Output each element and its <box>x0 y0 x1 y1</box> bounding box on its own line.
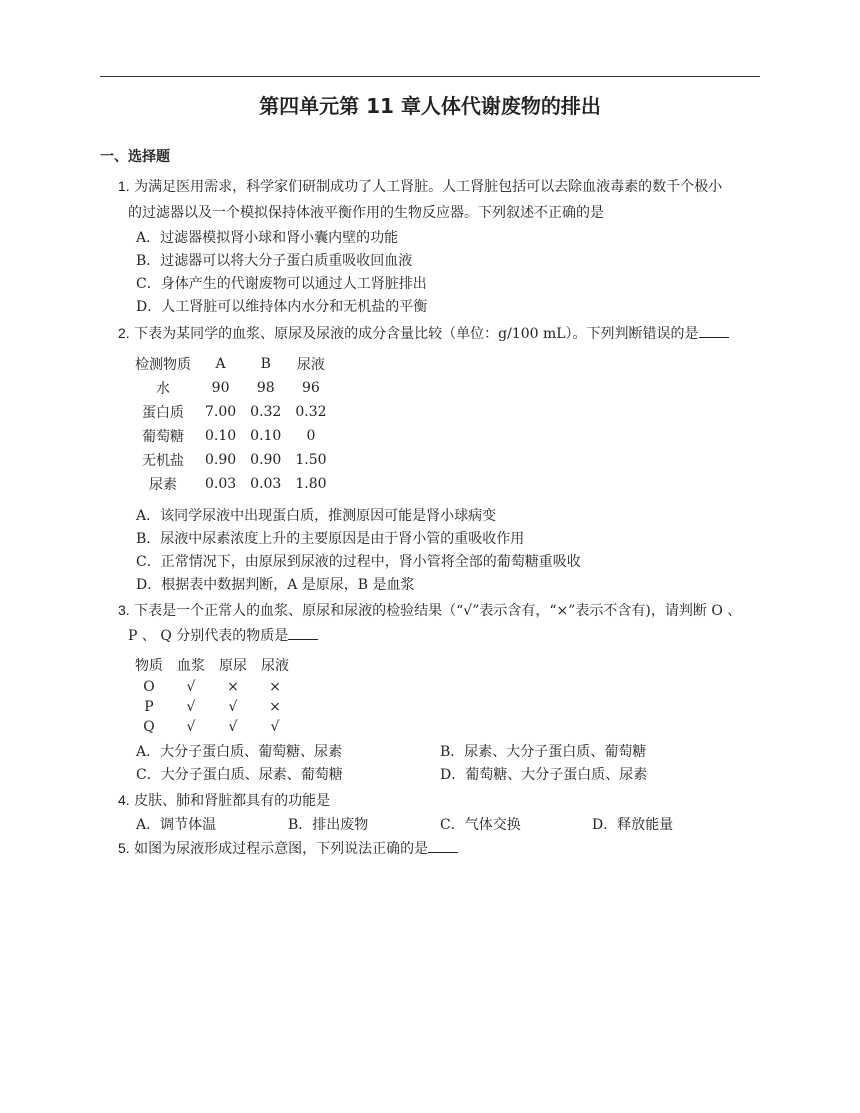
option-d: D．根据表中数据判断，A 是原尿，B 是血浆 <box>136 577 415 593</box>
table-cell: 90 <box>211 380 230 396</box>
table-cell: 0.03 <box>205 476 237 492</box>
table-cell: 98 <box>256 380 275 396</box>
table-row <box>128 424 334 448</box>
option-b: B．排出废物 <box>288 817 369 833</box>
table-cell: × <box>269 679 281 695</box>
option-d: D．葡萄糖、大分子蛋白质、尿素 <box>440 767 648 783</box>
table-cell: 0.10 <box>205 428 237 444</box>
option-b: B．过滤器可以将大分子蛋白质重吸收回血液 <box>136 253 413 269</box>
option-c: C．气体交换 <box>440 817 521 833</box>
table-header-cell: A <box>215 356 226 372</box>
option-a: A．大分子蛋白质、葡萄糖、尿素 <box>136 744 343 760</box>
table-cell: 1.80 <box>295 476 327 492</box>
question-text: 皮肤、肺和肾脏都具有的功能是 <box>134 793 331 809</box>
option-a: A．调节体温 <box>136 817 217 833</box>
question-text: 为满足医用需求，科学家们研制成功了人工肾脏。人工肾脏包括可以去除血液毒素的数千个极小 <box>134 179 723 195</box>
table-cell: √ <box>270 719 280 735</box>
table-cell: 0 <box>306 428 316 444</box>
section-heading: 一、选择题 <box>100 149 170 165</box>
table-header-cell: 物质 <box>135 658 163 674</box>
answer-blank <box>699 325 729 338</box>
table-cell: 水 <box>156 381 170 397</box>
table-row <box>128 677 296 697</box>
table-header-row <box>128 352 334 376</box>
question-text: P 、 Q 分别代表的物质是 <box>128 628 289 644</box>
option-d: D．释放能量 <box>592 817 674 833</box>
option-c: C．身体产生的代谢废物可以通过人工肾脏排出 <box>136 276 427 292</box>
option-c: C．正常情况下，由原尿到尿液的过程中，肾小管将全部的葡萄糖重吸收 <box>136 554 581 570</box>
option-b: B．尿素、大分子蛋白质、葡萄糖 <box>440 744 647 760</box>
option-a: A．该同学尿液中出现蛋白质，推测原因可能是肾小球病变 <box>136 508 497 524</box>
table-row <box>128 472 334 496</box>
table-row <box>128 376 334 400</box>
table-row <box>128 697 296 717</box>
table-cell: 蛋白质 <box>142 405 184 421</box>
table-header-cell: 原尿 <box>219 658 247 674</box>
table-cell: 无机盐 <box>142 453 184 469</box>
question-text: 下表为某同学的血浆、原尿及尿液的成分含量比较（单位：g/100 mL）。下列判断错误的是 <box>134 326 699 342</box>
question-5 <box>118 838 458 858</box>
table-cell: 0.03 <box>250 476 282 492</box>
test-result-table <box>128 653 296 737</box>
table-cell: √ <box>186 679 196 695</box>
table-cell: 0.90 <box>250 452 282 468</box>
question-text: 下表是一个正常人的血浆、原尿和尿液的检验结果（“√”表示含有，“×”表示不含有)，请判断 O 、 <box>134 603 742 619</box>
table-cell: × <box>227 679 239 695</box>
option-a: A．过滤器模拟肾小球和肾小囊内壁的功能 <box>136 230 399 246</box>
answer-blank <box>428 840 458 853</box>
question-3 <box>118 600 741 620</box>
table-cell: √ <box>186 699 196 715</box>
table-header-cell: 血浆 <box>177 658 205 674</box>
table-cell: O <box>143 679 155 695</box>
question-number: 2. <box>118 325 130 341</box>
table-row <box>128 717 296 737</box>
question-3-continuation <box>128 625 318 645</box>
table-cell: × <box>269 699 281 715</box>
table-cell: 1.50 <box>295 452 327 468</box>
table-cell: √ <box>228 699 238 715</box>
table-cell: 7.00 <box>205 404 237 420</box>
header-rule <box>100 76 760 77</box>
option-b: B．尿液中尿素浓度上升的主要原因是由于肾小管的重吸收作用 <box>136 531 525 547</box>
table-row <box>128 448 334 472</box>
question-number: 1. <box>118 178 130 194</box>
question-1-continuation: 的过滤器以及一个模拟保持体液平衡作用的生物反应器。下列叙述不正确的是 <box>128 205 604 221</box>
table-header-row <box>128 653 296 677</box>
table-cell: 葡萄糖 <box>142 429 184 445</box>
question-2 <box>118 323 729 343</box>
question-text: 如图为尿液形成过程示意图，下列说法正确的是 <box>134 841 429 857</box>
table-cell: 96 <box>302 380 320 396</box>
table-header-cell: 尿液 <box>296 357 325 373</box>
option-c: C．大分子蛋白质、尿素、葡萄糖 <box>136 767 343 783</box>
question-4 <box>118 790 330 810</box>
table-cell: P <box>144 699 154 715</box>
question-number: 4. <box>118 792 130 808</box>
option-d: D．人工肾脏可以维持体内水分和无机盐的平衡 <box>136 299 428 315</box>
question-number: 5. <box>118 840 130 856</box>
table-row <box>128 400 334 424</box>
table-cell: 0.32 <box>295 404 327 420</box>
table-header-cell: 检测物质 <box>135 357 191 373</box>
question-1 <box>118 176 722 196</box>
table-cell: 0.32 <box>250 404 282 420</box>
table-cell: 尿素 <box>149 477 177 493</box>
table-cell: 0.10 <box>250 428 282 444</box>
table-cell: 0.90 <box>205 452 237 468</box>
table-cell: √ <box>186 719 196 735</box>
answer-blank <box>288 627 318 640</box>
table-header-cell: 尿液 <box>261 658 289 674</box>
table-cell: √ <box>228 719 238 735</box>
question-number: 3. <box>118 602 130 618</box>
page-title: 第四单元第 11 章人体代谢废物的排出 <box>259 94 601 118</box>
table-header-cell: B <box>260 356 271 372</box>
table-cell: Q <box>143 719 155 735</box>
composition-table <box>128 352 334 496</box>
